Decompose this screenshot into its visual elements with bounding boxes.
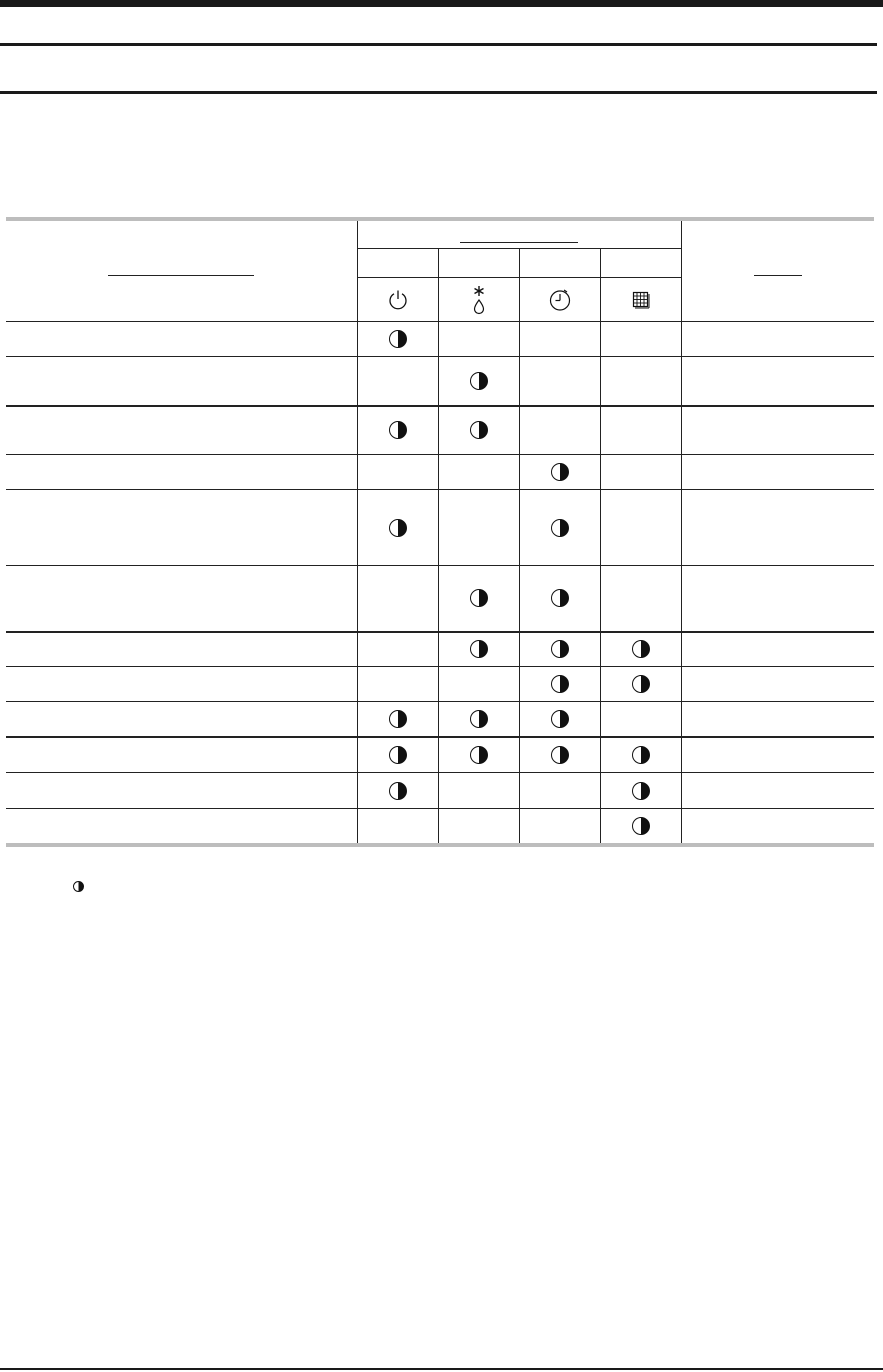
indicator-cell — [600, 737, 681, 773]
indicator-cell — [519, 322, 600, 357]
indicator-cell — [519, 632, 600, 667]
indicator-cell — [600, 566, 681, 632]
indicator-cell — [600, 406, 681, 455]
defrost-column-header — [438, 278, 519, 322]
row-remark — [681, 490, 874, 566]
indicator-cell — [357, 632, 438, 667]
indicator-group-label — [460, 238, 578, 243]
half-filled-circle-icon — [73, 881, 84, 892]
indicator-cell — [519, 406, 600, 455]
indicator-cell — [357, 737, 438, 773]
indicator-cell — [519, 809, 600, 843]
remark-header — [681, 221, 874, 322]
defrost-icon — [471, 284, 487, 316]
indicator-cell — [438, 455, 519, 490]
half-filled-circle-icon — [632, 782, 650, 800]
row-description — [6, 357, 357, 406]
indicator-cell — [357, 455, 438, 490]
row-description — [6, 406, 357, 455]
indicator-cell — [357, 406, 438, 455]
table-row — [6, 406, 874, 455]
indicator-cell — [357, 322, 438, 357]
indicator-table-container — [6, 217, 874, 847]
indicator-cell — [357, 357, 438, 406]
row-description — [6, 702, 357, 737]
top-bar — [0, 0, 883, 7]
indicator-cell — [519, 455, 600, 490]
half-filled-circle-icon — [389, 330, 407, 348]
half-filled-circle-icon — [551, 675, 569, 693]
row-remark — [681, 322, 874, 357]
row-remark — [681, 702, 874, 737]
indicator-cell — [600, 322, 681, 357]
row-description — [6, 773, 357, 809]
indicator-cell — [519, 773, 600, 809]
timer-icon — [548, 288, 572, 312]
row-description — [6, 490, 357, 566]
table-row — [6, 773, 874, 809]
row-description — [6, 737, 357, 773]
indicator-status-table — [6, 221, 874, 843]
power-column-header — [357, 278, 438, 322]
indicator-cell — [519, 702, 600, 737]
indicator-cell — [357, 667, 438, 702]
half-filled-circle-icon — [632, 817, 650, 835]
indicator-cell — [438, 406, 519, 455]
row-remark — [681, 566, 874, 632]
description-header — [6, 221, 357, 322]
half-filled-circle-icon — [389, 519, 407, 537]
indicator-cell — [600, 667, 681, 702]
indicator-cell — [600, 773, 681, 809]
half-filled-circle-icon — [470, 746, 488, 764]
indicator-cell — [600, 455, 681, 490]
half-filled-circle-icon — [389, 746, 407, 764]
table-row — [6, 632, 874, 667]
indicator-column-label-4 — [600, 249, 681, 278]
row-description — [6, 455, 357, 490]
indicator-cell — [519, 667, 600, 702]
table-row — [6, 809, 874, 843]
table-row — [6, 702, 874, 737]
footer-rule — [0, 1368, 883, 1370]
table-row — [6, 455, 874, 490]
legend — [73, 878, 84, 896]
row-remark — [681, 357, 874, 406]
indicator-cell — [438, 322, 519, 357]
indicator-group-header — [357, 221, 681, 249]
filter-icon — [632, 291, 650, 309]
half-filled-circle-icon — [551, 463, 569, 481]
row-remark — [681, 455, 874, 490]
indicator-cell — [357, 566, 438, 632]
half-filled-circle-icon — [389, 782, 407, 800]
half-filled-circle-icon — [551, 589, 569, 607]
indicator-cell — [357, 490, 438, 566]
indicator-cell — [438, 773, 519, 809]
half-filled-circle-icon — [551, 746, 569, 764]
indicator-cell — [438, 632, 519, 667]
row-remark — [681, 809, 874, 843]
header-rule-bottom — [0, 91, 877, 94]
half-filled-circle-icon — [389, 421, 407, 439]
power-icon — [387, 289, 409, 311]
half-filled-circle-icon — [632, 746, 650, 764]
indicator-cell — [519, 357, 600, 406]
table-row — [6, 490, 874, 566]
timer-column-header — [519, 278, 600, 322]
indicator-cell — [438, 667, 519, 702]
indicator-table-body — [6, 322, 874, 843]
row-description — [6, 667, 357, 702]
table-row — [6, 566, 874, 632]
indicator-cell — [438, 702, 519, 737]
indicator-cell — [600, 702, 681, 737]
half-filled-circle-icon — [551, 710, 569, 728]
row-description — [6, 809, 357, 843]
indicator-column-label-3 — [519, 249, 600, 278]
indicator-cell — [357, 773, 438, 809]
half-filled-circle-icon — [470, 421, 488, 439]
description-header-label — [108, 271, 254, 276]
half-filled-circle-icon — [551, 640, 569, 658]
half-filled-circle-icon — [551, 519, 569, 537]
indicator-cell — [600, 809, 681, 843]
indicator-cell — [438, 357, 519, 406]
half-filled-circle-icon — [470, 710, 488, 728]
table-row — [6, 737, 874, 773]
half-filled-circle-icon — [632, 640, 650, 658]
table-row — [6, 667, 874, 702]
row-description — [6, 632, 357, 667]
indicator-cell — [519, 737, 600, 773]
indicator-cell — [438, 809, 519, 843]
row-remark — [681, 667, 874, 702]
table-row — [6, 357, 874, 406]
row-description — [6, 322, 357, 357]
row-remark — [681, 773, 874, 809]
indicator-cell — [357, 809, 438, 843]
row-description — [6, 566, 357, 632]
table-bottom-grey-rule — [6, 843, 874, 847]
remark-header-label — [754, 271, 802, 276]
indicator-cell — [438, 566, 519, 632]
indicator-cell — [600, 357, 681, 406]
half-filled-circle-icon — [470, 640, 488, 658]
half-filled-circle-icon — [389, 710, 407, 728]
indicator-cell — [438, 490, 519, 566]
header-rule-top — [0, 43, 877, 46]
indicator-cell — [600, 490, 681, 566]
table-row — [6, 322, 874, 357]
indicator-cell — [519, 566, 600, 632]
indicator-cell — [519, 490, 600, 566]
half-filled-circle-icon — [470, 372, 488, 390]
indicator-cell — [438, 737, 519, 773]
indicator-cell — [357, 702, 438, 737]
row-remark — [681, 737, 874, 773]
half-filled-circle-icon — [632, 675, 650, 693]
row-remark — [681, 632, 874, 667]
filter-column-header — [600, 278, 681, 322]
row-remark — [681, 406, 874, 455]
indicator-column-label-1 — [357, 249, 438, 278]
indicator-cell — [600, 632, 681, 667]
half-filled-circle-icon — [470, 589, 488, 607]
indicator-column-label-2 — [438, 249, 519, 278]
